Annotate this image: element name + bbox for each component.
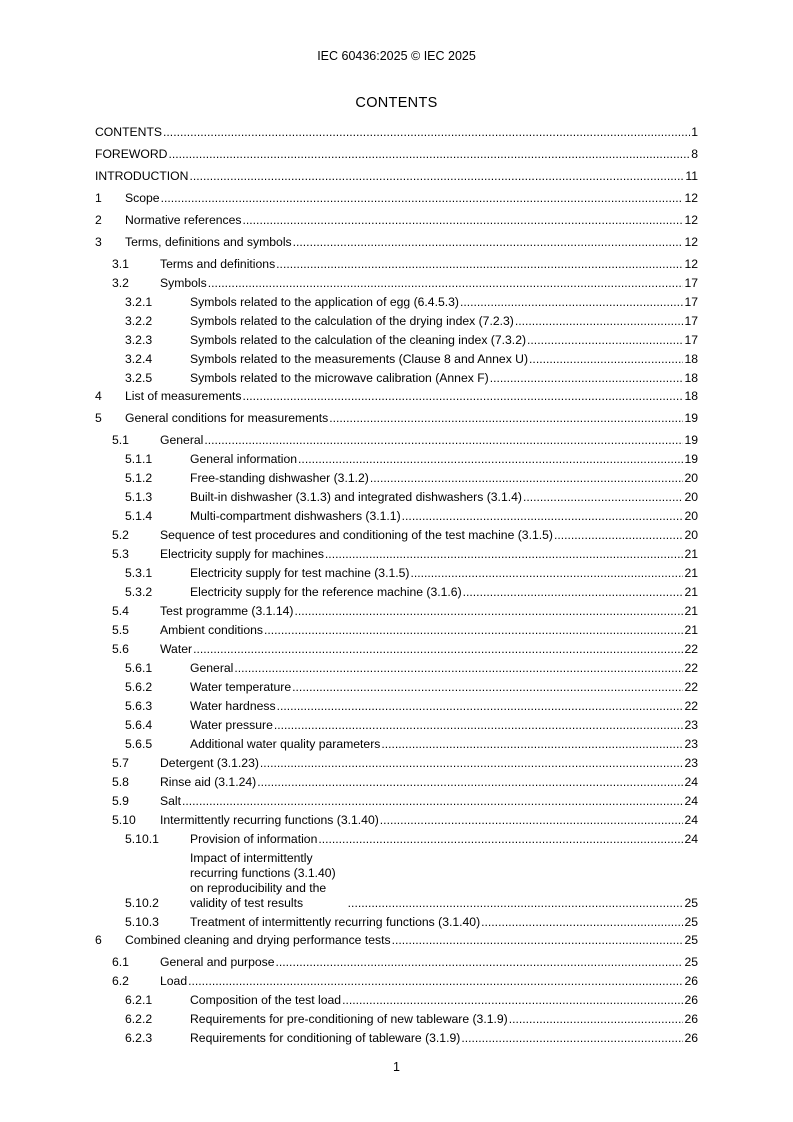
toc-entry-number: 5.6.2 bbox=[125, 680, 153, 694]
dot-leader bbox=[381, 737, 683, 752]
toc-entry[interactable] bbox=[95, 974, 698, 989]
toc-entry-page[interactable]: 23 bbox=[684, 737, 698, 751]
dot-leader bbox=[509, 1012, 684, 1027]
dot-leader bbox=[298, 452, 683, 467]
toc-entry-page[interactable]: 22 bbox=[684, 680, 698, 694]
toc-entry-page[interactable]: 23 bbox=[684, 756, 698, 770]
toc-entry-page[interactable]: 17 bbox=[684, 295, 698, 309]
dot-leader bbox=[182, 794, 683, 809]
toc-entry-number: 5.1.4 bbox=[125, 509, 153, 523]
toc-entry[interactable] bbox=[95, 933, 698, 948]
dot-leader bbox=[193, 642, 683, 657]
toc-entry-page[interactable]: 19 bbox=[684, 433, 698, 447]
toc-entry-title[interactable]: List of measurements bbox=[125, 389, 242, 403]
dot-leader bbox=[189, 169, 684, 184]
toc-entry-page[interactable]: 12 bbox=[684, 191, 698, 205]
toc-entry[interactable] bbox=[95, 585, 698, 600]
toc-entry-title[interactable]: Additional water quality parameters bbox=[190, 737, 381, 751]
toc-entry-page[interactable]: 18 bbox=[684, 371, 698, 385]
toc-entry-number: 6 bbox=[95, 933, 102, 947]
toc-entry[interactable] bbox=[95, 832, 698, 847]
toc-entry-page[interactable]: 24 bbox=[684, 832, 698, 846]
document-header: IEC 60436:2025 © IEC 2025 bbox=[317, 49, 476, 63]
toc-entry-number: 3.1 bbox=[112, 257, 129, 271]
dot-leader bbox=[515, 314, 684, 329]
toc-entry-page[interactable]: 18 bbox=[684, 389, 698, 403]
toc-entry-number: 5.8 bbox=[112, 775, 129, 789]
toc-entry[interactable] bbox=[95, 333, 698, 348]
toc-entry-page[interactable]: 26 bbox=[684, 974, 698, 988]
toc-entry-number: 5.6.4 bbox=[125, 718, 153, 732]
dot-leader bbox=[461, 1031, 683, 1046]
toc-entry[interactable] bbox=[95, 314, 698, 329]
toc-entry-page[interactable]: 24 bbox=[684, 794, 698, 808]
toc-entry-number: 5 bbox=[95, 411, 102, 425]
toc-entry-number: 5.10 bbox=[112, 813, 136, 827]
toc-entry-page[interactable]: 17 bbox=[684, 314, 698, 328]
toc-entry-title[interactable]: Symbols related to the microwave calibration (Annex F) bbox=[190, 371, 489, 385]
toc-entry-title[interactable]: Terms and definitions bbox=[160, 257, 276, 271]
toc-entry-number: 5.4 bbox=[112, 604, 129, 618]
dot-leader bbox=[276, 955, 684, 970]
toc-entry-number: 5.9 bbox=[112, 794, 129, 808]
toc-entry[interactable] bbox=[95, 955, 698, 970]
toc-entry-number: 5.3.1 bbox=[125, 566, 153, 580]
toc-entry-title[interactable]: Test programme (3.1.14) bbox=[160, 604, 294, 618]
dot-leader bbox=[402, 509, 684, 524]
toc-entry-title[interactable]: Water bbox=[160, 642, 193, 656]
toc-entry-title[interactable]: Provision of information bbox=[190, 832, 318, 846]
toc-entry[interactable] bbox=[95, 813, 698, 828]
toc-entry-title[interactable]: Rinse aid (3.1.24) bbox=[160, 775, 257, 789]
toc-entry-page[interactable]: 12 bbox=[684, 235, 698, 249]
toc-entry-page[interactable]: 21 bbox=[684, 604, 698, 618]
toc-entry-title[interactable]: General bbox=[190, 661, 234, 675]
toc-entry-page[interactable]: 1 bbox=[691, 125, 698, 139]
dot-leader bbox=[257, 775, 683, 790]
toc-entry[interactable] bbox=[95, 276, 698, 291]
toc-entry[interactable] bbox=[95, 411, 698, 426]
dot-leader bbox=[380, 813, 684, 828]
toc-entry-number: 5.6.5 bbox=[125, 737, 153, 751]
toc-entry-page[interactable]: 26 bbox=[684, 1031, 698, 1045]
toc-entry-title[interactable]: Normative references bbox=[125, 213, 242, 227]
dot-leader bbox=[554, 528, 683, 543]
dot-leader bbox=[481, 915, 683, 930]
toc-entry-number: 3.2.5 bbox=[125, 371, 153, 385]
toc-entry-title[interactable]: Combined cleaning and drying performance tests bbox=[125, 933, 391, 947]
toc-entry-title[interactable]: Multi-compartment dishwashers (3.1.1) bbox=[190, 509, 401, 523]
toc-entry-page[interactable]: 24 bbox=[684, 775, 698, 789]
toc-entry-number: 5.6.1 bbox=[125, 661, 153, 675]
toc-entry-page[interactable]: 12 bbox=[684, 213, 698, 227]
toc-entry-title[interactable]: Water hardness bbox=[190, 699, 276, 713]
toc-entry-page[interactable]: 22 bbox=[684, 699, 698, 713]
toc-entry-number: 5.6.3 bbox=[125, 699, 153, 713]
dot-leader bbox=[529, 352, 683, 367]
toc-entry[interactable] bbox=[95, 389, 698, 404]
toc-entry[interactable] bbox=[95, 452, 698, 467]
toc-entry-number: 5.3 bbox=[112, 547, 129, 561]
toc-entry-title[interactable]: Salt bbox=[160, 794, 182, 808]
toc-entry-number: 3.2.4 bbox=[125, 352, 153, 366]
toc-entry[interactable] bbox=[95, 490, 698, 505]
dot-leader bbox=[276, 257, 683, 272]
toc-entry-title[interactable]: Electricity supply for the reference machine (3.1.6) bbox=[190, 585, 462, 599]
toc-entry-page[interactable]: 25 bbox=[684, 933, 698, 947]
dot-leader bbox=[264, 623, 683, 638]
toc-entry[interactable] bbox=[95, 623, 698, 638]
toc-entry-page[interactable]: 26 bbox=[684, 993, 698, 1007]
toc-entry-number: 5.10.2 bbox=[125, 896, 159, 910]
toc-entry-title[interactable]: Electricity supply for test machine (3.1.5) bbox=[190, 566, 410, 580]
page-title: CONTENTS bbox=[355, 95, 438, 111]
toc-entry[interactable] bbox=[95, 125, 698, 140]
toc-entry-title[interactable]: Water temperature bbox=[190, 680, 292, 694]
toc-entry-title[interactable]: CONTENTS bbox=[95, 125, 163, 139]
toc-entry-title[interactable]: INTRODUCTION bbox=[95, 169, 189, 183]
toc-entry-number: 6.2.1 bbox=[125, 993, 153, 1007]
toc-entry-page[interactable]: 21 bbox=[684, 566, 698, 580]
toc-entry-page[interactable]: 19 bbox=[684, 452, 698, 466]
toc-entry-number: 5.10.1 bbox=[125, 832, 159, 846]
toc-entry[interactable] bbox=[95, 642, 698, 657]
dot-leader bbox=[292, 680, 683, 695]
dot-leader bbox=[370, 471, 684, 486]
toc-entry[interactable] bbox=[95, 604, 698, 619]
dot-leader bbox=[188, 974, 683, 989]
toc-entry-page[interactable]: 8 bbox=[691, 147, 698, 161]
toc-entry-title[interactable]: Symbols related to the calculation of the drying index (7.2.3) bbox=[190, 314, 514, 328]
dot-leader bbox=[163, 125, 690, 140]
toc-entry-page[interactable]: 18 bbox=[684, 352, 698, 366]
toc-entry[interactable] bbox=[95, 471, 698, 486]
toc-entry-title[interactable]: Symbols related to the application of egg (6.4.5.3) bbox=[190, 295, 459, 309]
toc-entry-title[interactable]: Symbols related to the measurements (Clause 8 and Annex U) bbox=[190, 352, 529, 366]
toc-entry-page[interactable]: 20 bbox=[684, 509, 698, 523]
dot-leader bbox=[523, 490, 683, 505]
toc-entry-number: 5.1 bbox=[112, 433, 129, 447]
dot-leader bbox=[274, 718, 684, 733]
toc-entry-title[interactable]: Load bbox=[160, 974, 188, 988]
toc-entry-page[interactable]: 20 bbox=[684, 528, 698, 542]
dot-leader bbox=[460, 295, 683, 310]
toc-entry-number: 6.1 bbox=[112, 955, 129, 969]
toc-entry-number: 5.6 bbox=[112, 642, 129, 656]
toc-entry[interactable] bbox=[95, 547, 698, 562]
toc-entry-page[interactable]: 25 bbox=[684, 955, 698, 969]
dot-leader bbox=[234, 661, 683, 676]
toc-entry-page[interactable]: 21 bbox=[684, 585, 698, 599]
toc-entry[interactable] bbox=[95, 737, 698, 752]
dot-leader bbox=[293, 235, 684, 250]
dot-leader bbox=[490, 371, 684, 386]
toc-entry-number: 5.1.2 bbox=[125, 471, 153, 485]
toc-entry-number: 3.2.1 bbox=[125, 295, 153, 309]
toc-entry-title[interactable]: Treatment of intermittently recurring functions (3.1.40) bbox=[190, 915, 481, 929]
toc-entry[interactable] bbox=[95, 661, 698, 676]
toc-entry-number: 5.1.1 bbox=[125, 452, 153, 466]
toc-entry-number: 6.2.2 bbox=[125, 1012, 153, 1026]
toc-entry[interactable] bbox=[95, 433, 698, 448]
toc-entry-page[interactable]: 17 bbox=[684, 276, 698, 290]
toc-entry[interactable] bbox=[95, 191, 698, 206]
toc-entry-title[interactable]: Detergent (3.1.23) bbox=[160, 756, 259, 770]
dot-leader bbox=[342, 993, 683, 1008]
toc-entry[interactable] bbox=[95, 169, 698, 184]
toc-entry-page[interactable]: 26 bbox=[684, 1012, 698, 1026]
dot-leader bbox=[329, 411, 683, 426]
toc-entry-number: 3.2 bbox=[112, 276, 129, 290]
toc-entry[interactable] bbox=[95, 352, 698, 367]
toc-entry-page[interactable]: 21 bbox=[684, 623, 698, 637]
dot-leader bbox=[161, 191, 684, 206]
toc-entry[interactable] bbox=[95, 371, 698, 386]
toc-entry[interactable] bbox=[95, 147, 698, 162]
toc-entry-title[interactable]: Scope bbox=[125, 191, 160, 205]
dot-leader bbox=[260, 756, 684, 771]
toc-entry-title[interactable]: Requirements for pre-conditioning of new tableware (3.1.9) bbox=[190, 1012, 508, 1026]
toc-entry[interactable] bbox=[95, 528, 698, 543]
toc-entry-page[interactable]: 11 bbox=[685, 169, 698, 183]
toc-entry-title[interactable]: Symbols related to the calculation of the cleaning index (7.3.2) bbox=[190, 333, 527, 347]
toc-entry-number: 5.7 bbox=[112, 756, 129, 770]
dot-leader bbox=[277, 699, 684, 714]
toc-entry-title[interactable]: Sequence of test procedures and conditioning of the test machine (3.1.5) bbox=[160, 528, 553, 542]
toc-entry-title[interactable]: Water pressure bbox=[190, 718, 273, 732]
toc-entry-title[interactable]: General conditions for measurements bbox=[125, 411, 329, 425]
dot-leader bbox=[243, 389, 684, 404]
dot-leader bbox=[348, 896, 684, 911]
toc-entry-number: 1 bbox=[95, 191, 102, 205]
dot-leader bbox=[410, 566, 683, 581]
toc-entry-title[interactable]: Electricity supply for machines bbox=[160, 547, 324, 561]
toc-entry[interactable] bbox=[95, 699, 698, 714]
toc-entry-title[interactable]: General bbox=[160, 433, 204, 447]
toc-entry-title[interactable]: Intermittently recurring functions (3.1.40) bbox=[160, 813, 379, 827]
toc-entry[interactable] bbox=[95, 775, 698, 790]
toc-entry[interactable] bbox=[95, 915, 698, 930]
toc-entry[interactable] bbox=[95, 509, 698, 524]
dot-leader bbox=[318, 832, 683, 847]
toc-entry-page[interactable]: 20 bbox=[684, 471, 698, 485]
toc-entry-title[interactable]: Requirements for conditioning of tableware (3.1.9) bbox=[190, 1031, 461, 1045]
page-number: 1 bbox=[393, 1060, 400, 1074]
toc-entry-number: 3 bbox=[95, 235, 102, 249]
toc-entry[interactable] bbox=[95, 718, 698, 733]
dot-leader bbox=[243, 213, 684, 228]
toc-entry-page[interactable]: 22 bbox=[684, 661, 698, 675]
dot-leader bbox=[325, 547, 684, 562]
toc-entry-number: 2 bbox=[95, 213, 102, 227]
toc-entry-title[interactable]: General information bbox=[190, 452, 298, 466]
toc-entry-page[interactable]: 22 bbox=[684, 642, 698, 656]
toc-entry[interactable] bbox=[95, 566, 698, 581]
toc-entry[interactable] bbox=[95, 1012, 698, 1027]
toc-entry-title[interactable]: FOREWORD bbox=[95, 147, 168, 161]
toc-entry[interactable] bbox=[95, 993, 698, 1008]
dot-leader bbox=[392, 933, 684, 948]
toc-entry[interactable] bbox=[95, 794, 698, 809]
toc-entry-title[interactable]: Symbols bbox=[160, 276, 207, 290]
toc-entry-page[interactable]: 19 bbox=[684, 411, 698, 425]
dot-leader bbox=[204, 433, 683, 448]
toc-entry-title[interactable]: General and purpose bbox=[160, 955, 275, 969]
toc-entry-page[interactable]: 21 bbox=[684, 547, 698, 561]
toc-entry-number: 5.1.3 bbox=[125, 490, 153, 504]
dot-leader bbox=[168, 147, 690, 162]
dot-leader bbox=[294, 604, 683, 619]
table-of-contents bbox=[95, 125, 698, 1046]
toc-entry[interactable] bbox=[95, 235, 698, 250]
toc-entry[interactable] bbox=[95, 213, 698, 228]
toc-entry-number: 3.2.2 bbox=[125, 314, 153, 328]
toc-entry-page[interactable]: 20 bbox=[684, 490, 698, 504]
toc-entry-page[interactable]: 25 bbox=[684, 915, 698, 929]
toc-entry-page[interactable]: 24 bbox=[684, 813, 698, 827]
toc-entry-page[interactable]: 12 bbox=[684, 257, 698, 271]
toc-entry-title[interactable]: Ambient conditions bbox=[160, 623, 263, 637]
toc-entry[interactable] bbox=[95, 295, 698, 310]
toc-entry[interactable] bbox=[95, 680, 698, 695]
toc-entry-number: 3.2.3 bbox=[125, 333, 153, 347]
dot-leader bbox=[463, 585, 684, 600]
toc-entry-title[interactable]: Built-in dishwasher (3.1.3) and integrated dishwashers (3.1.4) bbox=[190, 490, 522, 504]
toc-entry-page[interactable]: 23 bbox=[684, 718, 698, 732]
toc-entry-number: 6.2.3 bbox=[125, 1031, 153, 1045]
toc-entry-number: 5.10.3 bbox=[125, 915, 159, 929]
toc-entry[interactable] bbox=[95, 1031, 698, 1046]
toc-entry-number: 5.5 bbox=[112, 623, 129, 637]
toc-entry-number: 6.2 bbox=[112, 974, 129, 988]
toc-entry-page[interactable]: 25 bbox=[684, 896, 698, 910]
toc-entry-page[interactable]: 17 bbox=[684, 333, 698, 347]
toc-entry-title[interactable]: Terms, definitions and symbols bbox=[125, 235, 292, 249]
toc-entry[interactable] bbox=[95, 257, 698, 272]
toc-entry-title[interactable]: Composition of the test load bbox=[190, 993, 342, 1007]
toc-entry-number: 5.2 bbox=[112, 528, 129, 542]
toc-entry-number: 5.3.2 bbox=[125, 585, 153, 599]
dot-leader bbox=[527, 333, 683, 348]
dot-leader bbox=[208, 276, 684, 291]
toc-entry[interactable] bbox=[95, 756, 698, 771]
toc-entry-number: 4 bbox=[95, 389, 102, 403]
toc-entry-title[interactable]: Impact of intermittently recurring functions (3.1.40) on reproducibility and the validity of test results bbox=[190, 851, 336, 910]
toc-entry-title[interactable]: Free-standing dishwasher (3.1.2) bbox=[190, 471, 369, 485]
toc-entry[interactable] bbox=[95, 851, 698, 911]
